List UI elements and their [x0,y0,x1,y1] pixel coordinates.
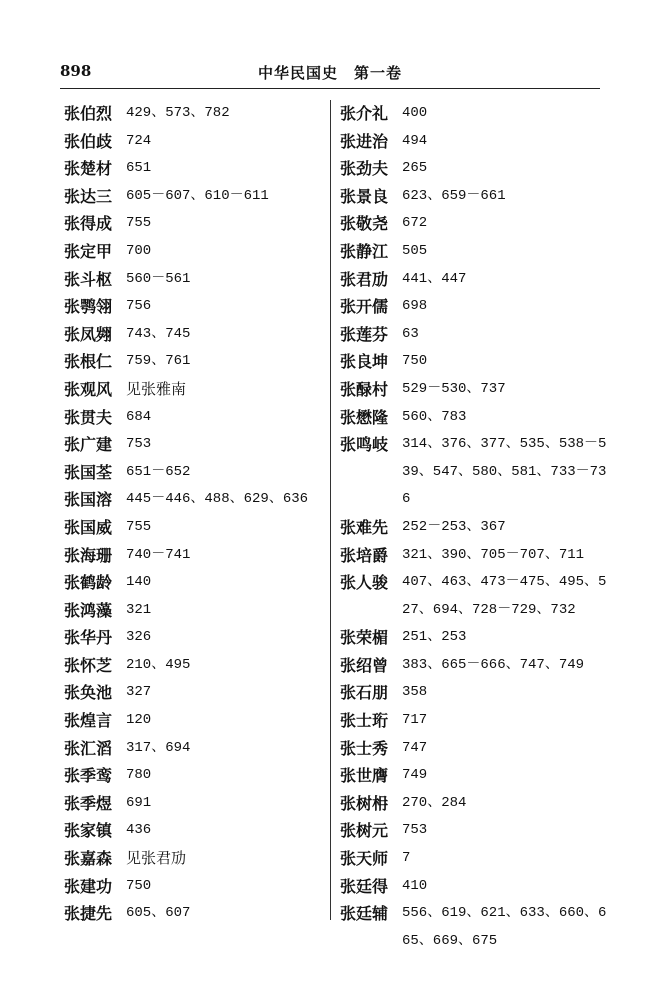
index-entry [340,790,610,818]
entry-pages: 753 [402,822,428,839]
entry-pages: 410 [402,877,428,894]
entry-pages: 750 [402,353,428,370]
entry-pages: 529－530、737 [402,380,506,397]
entry-pages: 780 [126,767,152,784]
entry-name: 张达三 [64,186,113,206]
index-entry [64,459,326,487]
entry-pages: 698 [402,298,428,315]
entry-pages: 755 [126,518,152,535]
index-entry [64,376,326,404]
entry-name: 张树枏 [340,793,389,813]
entry-name: 张君劢 [340,269,389,289]
entry-pages: 326 [126,629,152,646]
entry-pages: 740－741 [126,546,191,563]
entry-name: 张天师 [340,849,389,869]
entry-pages: 270、284 [402,794,467,811]
entry-pages: 314、376、377、535、538－539、547、580、581、733－736 [402,436,607,508]
entry-pages: 400 [402,105,428,121]
entry-see-reference: 见张雅南 [126,379,187,398]
index-entry [340,569,610,624]
entry-name: 张鹗翎 [64,297,113,317]
entry-pages: 317、694 [126,739,191,756]
entry-pages: 759、761 [126,353,191,370]
index-entry [64,321,326,349]
index-entry [340,735,610,763]
entry-name: 张难先 [340,517,389,537]
index-entry [340,183,610,211]
index-entry [340,624,610,652]
index-entry [64,348,326,376]
header-rule [60,88,600,89]
entry-pages: 605－607、610－611 [126,187,269,204]
entry-name: 张进治 [340,131,389,151]
index-entry [64,210,326,238]
entry-name: 张得成 [64,214,113,234]
entry-name: 张贯夫 [64,407,113,427]
entry-name: 张荣楣 [340,628,389,648]
index-entry [64,845,326,873]
entry-pages: 755 [126,215,152,232]
entry-name: 张怀芝 [64,655,113,675]
entry-name: 张季鸾 [64,766,113,786]
index-entry [64,679,326,707]
entry-pages: 441、447 [402,270,467,287]
index-entry [340,845,610,873]
entry-name: 张汇滔 [64,738,113,758]
index-entry [340,707,610,735]
entry-pages: 691 [126,794,152,811]
entry-pages: 445－446、488、629、636 [126,491,309,508]
entry-pages: 747 [402,739,428,756]
entry-name: 张根仁 [64,352,113,372]
entry-pages: 684 [126,408,152,425]
entry-name: 张鸿藻 [64,600,113,620]
entry-name: 张廷辅 [340,904,389,924]
index-entry [64,790,326,818]
entry-pages: 321、390、705－707、711 [402,546,585,563]
entry-name: 张季煜 [64,793,113,813]
entry-name: 张懋隆 [340,407,389,427]
index-entry [340,404,610,432]
index-entry [64,817,326,845]
page-header [60,62,600,86]
entry-pages: 605、607 [126,905,191,922]
entry-pages: 556、619、621、633、660、665、669、675 [402,905,607,949]
entry-name: 张观风 [64,379,113,399]
index-entry [340,100,610,128]
entry-pages: 753 [126,436,152,453]
index-entry [64,569,326,597]
index-entry [340,128,610,156]
entry-pages: 560－561 [126,270,191,287]
right-index-column [340,100,610,955]
entry-pages: 756 [126,298,152,315]
entry-name: 张华丹 [64,628,113,648]
index-entry [64,762,326,790]
entry-name: 张广建 [64,435,113,455]
index-entry [340,321,610,349]
index-entry [340,873,610,901]
entry-name: 张楚材 [64,159,113,179]
entry-name: 张斗枢 [64,269,113,289]
entry-pages: 436 [126,822,152,839]
index-entry [340,900,610,955]
entry-name: 张士秀 [340,738,389,758]
index-entry [64,900,326,928]
index-entry [64,707,326,735]
entry-name: 张国溶 [64,490,113,510]
index-entry [64,155,326,183]
entry-pages: 383、665－666、747、749 [402,656,585,673]
entry-pages: 560、783 [402,408,467,425]
entry-pages: 252－253、367 [402,518,506,535]
entry-pages: 623、659－661 [402,187,506,204]
entry-pages: 651 [126,160,152,177]
index-entry [340,293,610,321]
index-entry [340,679,610,707]
entry-name: 张奂池 [64,683,113,703]
index-entry [340,762,610,790]
entry-name: 张培爵 [340,545,389,565]
index-entry [64,404,326,432]
entry-name: 张劲夫 [340,159,389,179]
column-divider [330,100,331,920]
index-entry [340,155,610,183]
entry-pages: 265 [402,160,428,177]
entry-name: 张介礼 [340,104,389,123]
entry-name: 张静江 [340,241,389,261]
page-number: 898 [60,62,92,80]
entry-name: 张捷先 [64,904,113,924]
index-entry [340,431,610,514]
index-entry [64,542,326,570]
entry-pages: 407、463、473－475、495、527、694、728－729、732 [402,574,607,618]
entry-name: 张定甲 [64,241,113,261]
entry-pages: 321 [126,601,152,618]
entry-name: 张廷得 [340,876,389,896]
entry-pages: 429、573、782 [126,105,230,121]
entry-pages: 63 [402,325,419,342]
index-entry [64,735,326,763]
index-entry [64,128,326,156]
entry-name: 张人骏 [340,573,389,593]
index-entry [340,238,610,266]
entry-name: 张国威 [64,517,113,537]
index-entry [64,873,326,901]
entry-name: 张煌言 [64,711,113,731]
entry-pages: 750 [126,877,152,894]
entry-name: 张敬尧 [340,214,389,234]
entry-pages: 724 [126,132,152,149]
index-entry [64,431,326,459]
index-entry [64,293,326,321]
entry-pages: 672 [402,215,428,232]
index-entry [64,486,326,514]
index-entry [64,514,326,542]
entry-name: 张鸣岐 [340,435,389,455]
entry-name: 张鹤龄 [64,573,113,593]
index-entry [64,238,326,266]
entry-pages: 505 [402,242,428,259]
entry-pages: 358 [402,684,428,701]
index-entry [340,542,610,570]
entry-pages: 717 [402,712,428,729]
entry-name: 张士珩 [340,711,389,731]
entry-pages: 140 [126,574,152,591]
index-entry [340,514,610,542]
entry-name: 张莲芬 [340,324,389,344]
entry-pages: 7 [402,850,411,867]
entry-name: 张石朋 [340,683,389,703]
entry-pages: 743、745 [126,325,191,342]
entry-name: 张景良 [340,186,389,206]
entry-name: 张醁村 [340,379,389,399]
entry-name: 张开儒 [340,297,389,317]
entry-pages: 327 [126,684,152,701]
index-entry [340,376,610,404]
index-entry [340,266,610,294]
entry-pages: 700 [126,242,152,259]
entry-name: 张家镇 [64,821,113,841]
index-entry [64,266,326,294]
index-entry [340,210,610,238]
entry-name: 张良坤 [340,352,389,372]
entry-name: 张伯歧 [64,131,113,151]
index-entry [340,348,610,376]
index-entry [64,597,326,625]
entry-see-reference: 见张君劢 [126,849,187,868]
entry-name: 张国荃 [64,462,113,482]
entry-name: 张凤翙 [64,324,113,344]
entry-pages: 251、253 [402,629,467,646]
index-entry [340,817,610,845]
entry-name: 张建功 [64,876,113,896]
entry-pages: 210、495 [126,656,191,673]
index-entry [64,624,326,652]
entry-pages: 120 [126,712,152,729]
entry-name: 张绍曾 [340,655,389,675]
index-entry [64,100,326,128]
book-title: 中华民国史 第一卷 [257,64,402,82]
index-entry [340,652,610,680]
entry-pages: 749 [402,767,428,784]
left-index-column [64,100,326,928]
entry-name: 张伯烈 [64,104,113,123]
entry-pages: 494 [402,132,428,149]
index-entry [64,652,326,680]
entry-name: 张树元 [340,821,389,841]
entry-name: 张嘉森 [64,849,113,869]
entry-name: 张世膺 [340,766,389,786]
entry-pages: 651－652 [126,463,191,480]
entry-name: 张海珊 [64,545,113,565]
index-entry [64,183,326,211]
